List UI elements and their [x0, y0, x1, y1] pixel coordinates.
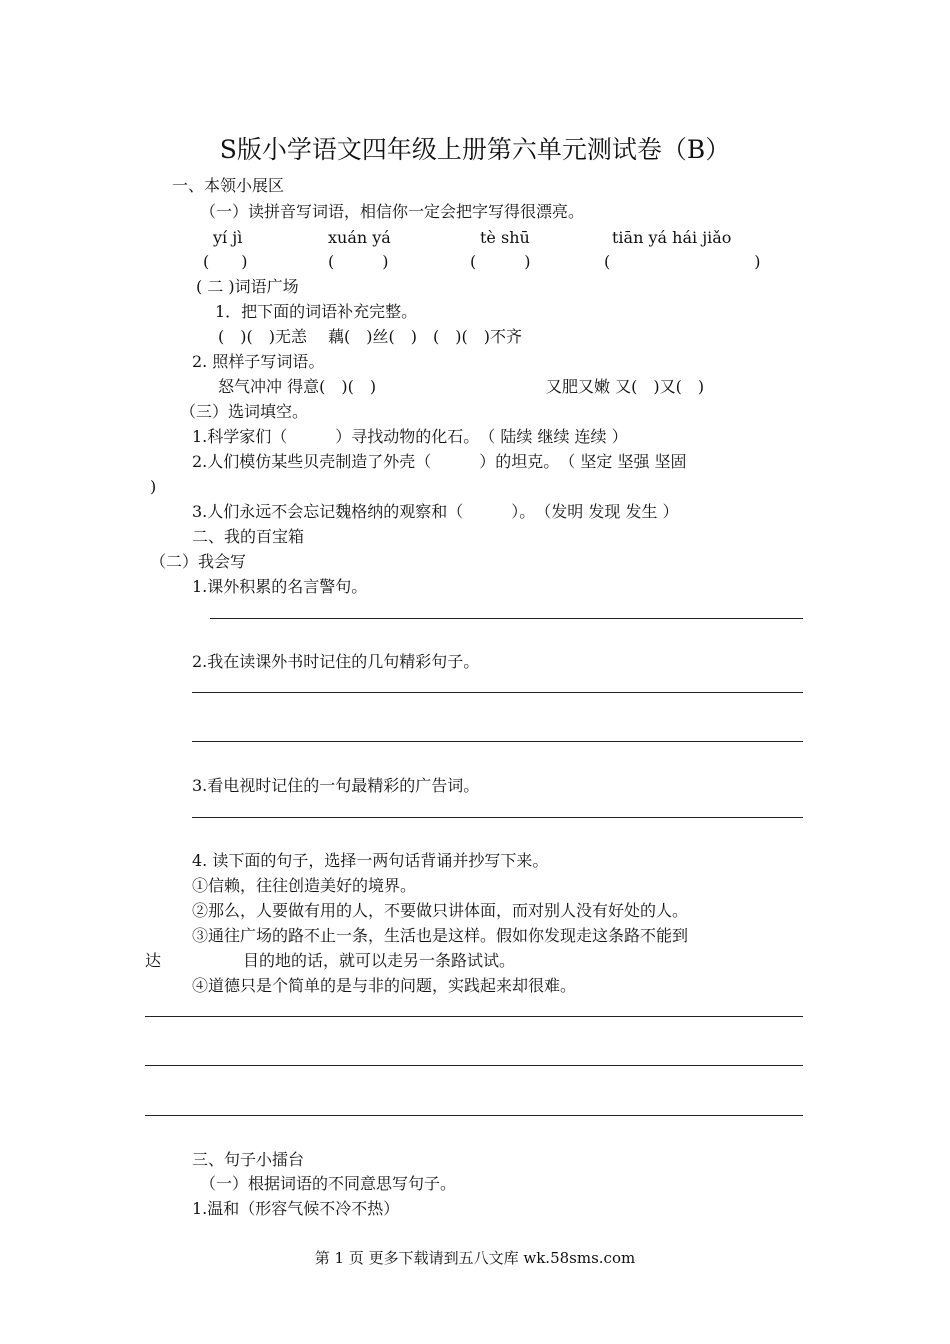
fill-question-2[interactable]: 2.人们模仿某些贝壳制造了外壳（ ）的坦克。 （ 坚定 坚强 坚固 — [192, 452, 687, 471]
pattern-words-b[interactable]: 又肥又嫩 又( )又( ) — [546, 377, 705, 396]
answer-line[interactable] — [145, 1115, 803, 1116]
pinyin-4: tiān yá hái jiǎo — [612, 228, 732, 247]
quote-3-wrap: 达 — [145, 951, 162, 970]
part-3-heading: （三）选词填空。 — [180, 402, 309, 421]
pinyin-3: tè shū — [480, 228, 530, 247]
section-3-sub: （一）根据词语的不同意思写句子。 — [200, 1174, 457, 1193]
answer-line[interactable] — [210, 618, 803, 619]
answer-line[interactable] — [145, 1016, 803, 1017]
pattern-words-a[interactable]: 怒气冲冲 得意( )( ) — [218, 377, 377, 396]
sentence-question-1: 1.温和（形容气候不冷不热） — [192, 1199, 400, 1218]
page-footer: 第 1 页 更多下载请到五八文库 wk.58sms.com — [314, 1249, 636, 1267]
quote-2: ②那么，人要做有用的人，不要做只讲体面，而对别人没有好处的人。 — [192, 901, 689, 920]
quote-3: ③通往广场的路不止一条，生活也是这样。假如你发现走这条路不能到 — [192, 926, 689, 945]
fill-question-2-end: ) — [150, 477, 157, 496]
answer-line[interactable] — [192, 741, 803, 742]
quote-1: ①信赖，往往创造美好的境界。 — [192, 876, 417, 895]
quote-3-cont: 目的地的话，就可以走另一条路试试。 — [243, 951, 516, 970]
complete-words-items[interactable]: ( )( )无恙 藕( )丝( ) ( )( )不齐 — [218, 327, 522, 346]
page-title: S版小学语文四年级上册第六单元测试卷（B） — [219, 135, 731, 164]
answer-blank-1[interactable]: ( ) — [203, 252, 248, 271]
answer-blank-2[interactable]: ( ) — [328, 252, 389, 271]
answer-line[interactable] — [145, 1065, 803, 1066]
section-3-heading: 三、句子小擂台 — [192, 1150, 305, 1169]
answer-line[interactable] — [192, 817, 803, 818]
pinyin-2: xuán yá — [328, 228, 391, 247]
answer-blank-3[interactable]: ( ) — [470, 252, 531, 271]
fill-question-1[interactable]: 1.科学家们（ ）寻找动物的化石。 （ 陆续 继续 连续 ） — [192, 427, 628, 446]
question-complete-words: 1．把下面的词语补充完整。 — [215, 302, 418, 321]
quote-4: ④道德只是个简单的是与非的问题，实践起来却很难。 — [192, 976, 577, 995]
write-question-3: 3.看电视时记住的一句最精彩的广告词。 — [192, 776, 480, 795]
pinyin-1: yí jì — [213, 228, 243, 247]
write-question-4: 4. 读下面的句子，选择一两句话背诵并抄写下来。 — [192, 851, 549, 870]
part-2-heading: ( 二 )词语广场 — [196, 277, 299, 296]
answer-blank-4[interactable]: ( ) — [604, 252, 761, 271]
section-2-heading: 二、我的百宝箱 — [192, 527, 305, 546]
part-1-heading: （一）读拼音写词语，相信你一定会把字写得很漂亮。 — [200, 202, 585, 221]
write-question-2: 2.我在读课外书时记住的几句精彩句子。 — [192, 652, 480, 671]
question-pattern-words: 2. 照样子写词语。 — [192, 352, 325, 371]
fill-question-3[interactable]: 3.人们永远不会忘记魏格纳的观察和（ ）。 （发明 发现 发生 ） — [192, 502, 679, 521]
write-question-1: 1.课外积累的名言警句。 — [192, 577, 368, 596]
answer-line[interactable] — [192, 692, 803, 693]
section-1-heading: 一、本领小展区 — [172, 176, 285, 195]
section-2-sub: （二）我会写 — [150, 552, 247, 571]
